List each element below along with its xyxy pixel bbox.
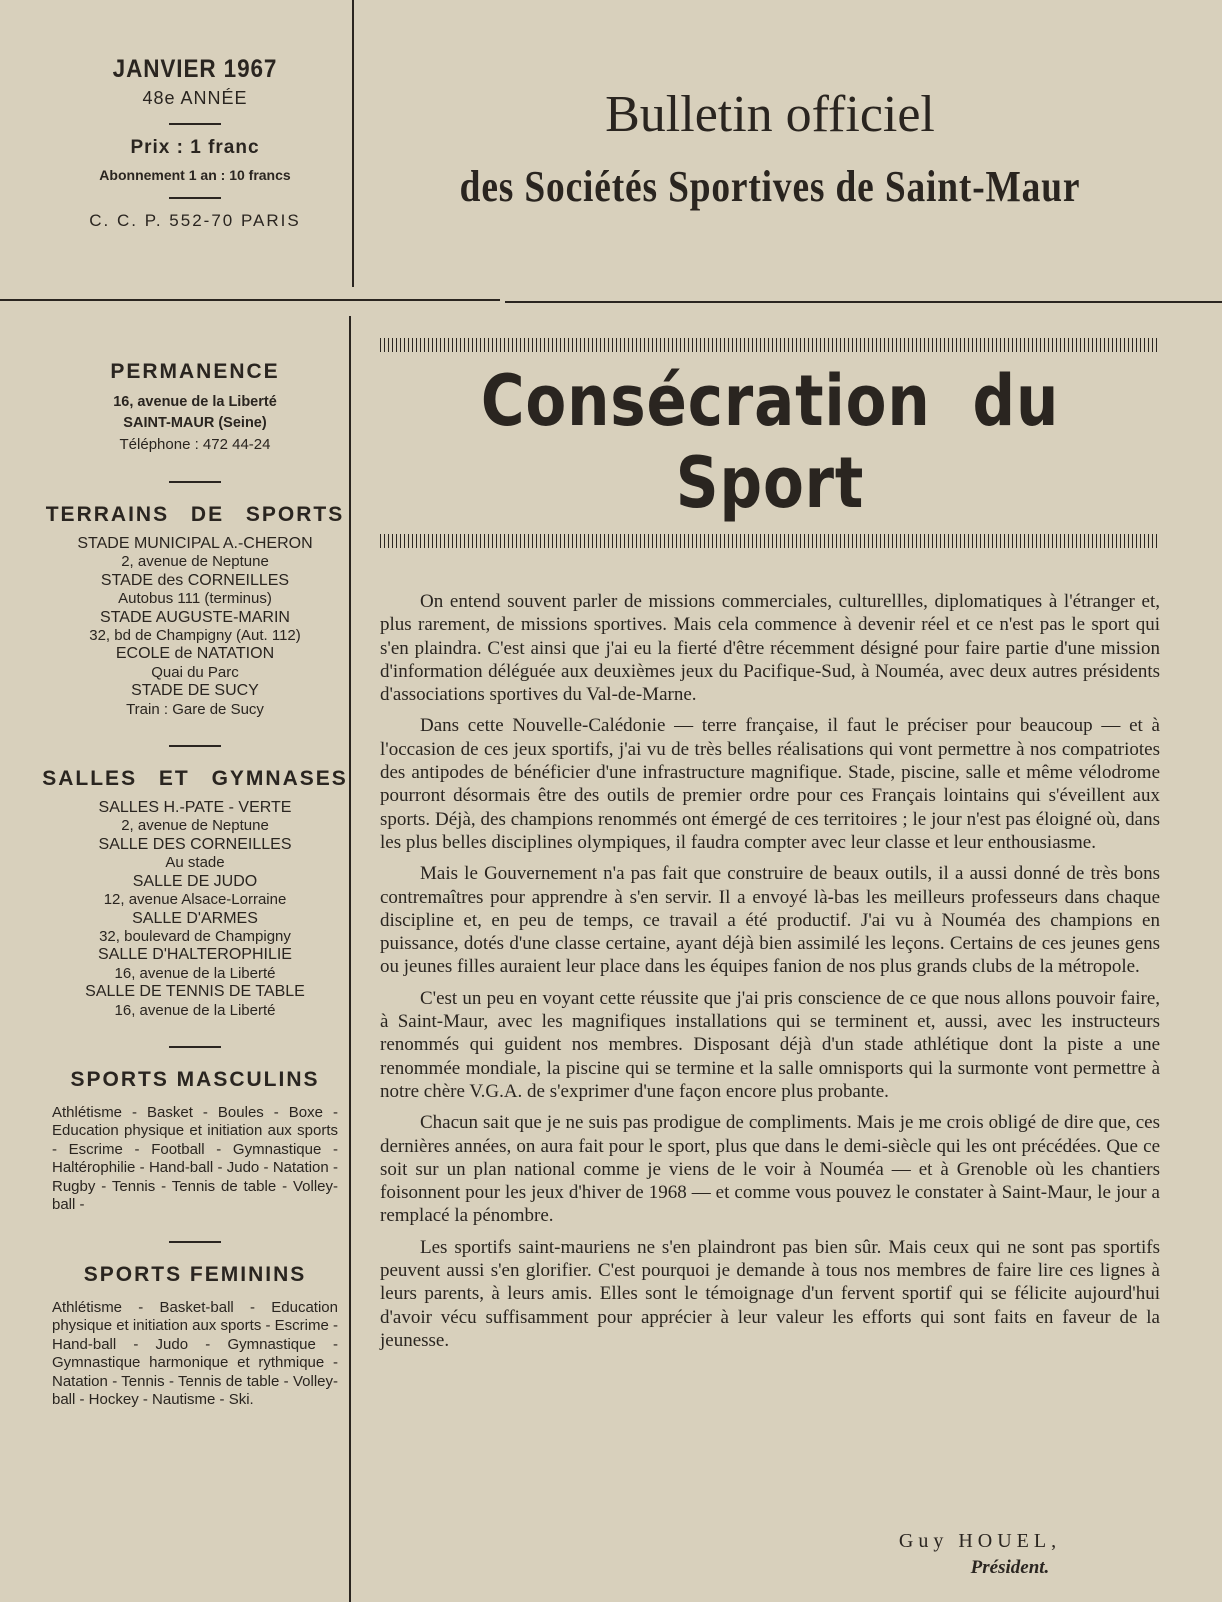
title-line-1: Bulletin officiel — [605, 86, 935, 143]
list-item: STADE des CORNEILLES — [100, 571, 290, 589]
price: Prix : 1 franc — [130, 137, 260, 158]
ccp-account: C. C. P. 552-70 PARIS — [89, 211, 301, 230]
divider — [169, 123, 221, 125]
list-item: 32, boulevard de Champigny — [99, 927, 291, 945]
feminins-list: Athlétisme - Basket-ball - Education physique et initiation aux sports - Escrime - Hand-ball - Judo - Gymnastique - Gymnastique harmonique et rythmique - Natation - Tennis - Tennis de table - Volley-ball - Hockey - Nautisme - Ski. — [52, 1298, 338, 1409]
divider — [169, 197, 221, 199]
ornament-rule — [380, 338, 1160, 352]
subscription: Abonnement 1 an : 10 francs — [99, 167, 291, 183]
list-item: STADE DE SUCY — [131, 682, 259, 700]
signature-role: Président. — [970, 1557, 1050, 1578]
horizontal-rule — [505, 301, 1222, 303]
permanence-info — [40, 392, 350, 455]
issue-date: JANVIER 1967 — [112, 55, 278, 83]
horizontal-rule — [0, 299, 500, 301]
terrains-list — [40, 535, 350, 719]
salles-heading: SALLES ET GYMNASES — [42, 767, 348, 791]
article-paragraph: On entend souvent parler de missions commerciales, culturellles, diplomatiques à l'étranger et, plus rarement, de missions sportives. Mais cela commence à devenir réel et ce n'est pas le sport qui s'en plaindra. C'est ainsi que j'ai eu la fierté d'être récemment désigné pour faire partie d'une mission d'information déléguée aux deuxièmes jeux du Pacifique-Sud, à Nouméa, avec deux autres présidents d'associations sportives du Val-de-Marne. — [380, 591, 1160, 706]
terrains-heading: TERRAINS DE SPORTS — [45, 503, 345, 526]
permanence-line: 16, avenue de la Liberté — [113, 394, 277, 410]
article-paragraph: Dans cette Nouvelle-Calédonie — terre française, il faut le préciser pour beaucoup — et à l'occasion de ces jeux sportifs, j'ai vu de très belles réalisations qui vont permettre à nos compatriotes des antipodes de bénéficier d'une infrastructure magnifique. Stade, piscine, salle et même vélodrome pourront désormais être des outils de premier ordre pour ces Français lointains qui s'éveillent aux sports. Déjà, des champions renommés ont émergé de ces territoires ; le jour n'est pas éloigné où, dans les plus belles disciplines olympiques, il faudra compter avec leur classe et leur enthousiasme. — [380, 715, 1160, 853]
list-item: ECOLE de NATATION — [115, 645, 275, 663]
ornament-rule — [380, 534, 1160, 548]
article-paragraph: C'est un peu en voyant cette réussite que j'ai pris conscience de ce que nous allons pouvoir faire, à Saint-Maur, avec les magnifiques installations qui se terminent et, aussi, avec les instructeurs renommés qui guident nos membres. Disposant déjà d'un stade athlétique dont la piste a une renommée mondiale, la piscine qui se termine et la salle omnisports qui la surmonte vont permettre à notre chère V.G.A. de s'exprimer d'une façon encore plus probante. — [380, 987, 1160, 1102]
masculins-heading: SPORTS MASCULINS — [70, 1067, 320, 1091]
list-item: 16, avenue de la Liberté — [114, 964, 276, 982]
list-item: SALLE D'ARMES — [132, 909, 258, 927]
article-paragraph: Mais le Gouvernement n'a pas fait que construire de beaux outils, il a aussi donné de très bons contremaîtres pour apprendre à s'en servir. Il a envoyé là-bas les meilleurs professeurs dans chaque discipline et, en peu de temps, ce travail a été productif. J'ai vu à Nouméa des champions en puissance, dotés d'une classe certaine, ayant déjà bien assimilé les leçons. Certains de ces jeunes gens ou jeunes filles auraient leur place dans les équipes fanion de nos plus grands clubs de la métropole. — [380, 863, 1160, 978]
list-item: SALLES H.-PATE - VERTE — [98, 799, 292, 817]
list-item: SALLE DES CORNEILLES — [98, 835, 292, 853]
list-item: SALLE DE TENNIS DE TABLE — [85, 983, 305, 1001]
list-item: 32, bd de Champigny (Aut. 112) — [89, 627, 301, 645]
list-item: Train : Gare de Sucy — [126, 700, 264, 718]
article-headline: Consécration du Sport — [480, 360, 1060, 524]
article — [380, 338, 1160, 1360]
list-item: SALLE D'HALTEROPHILIE — [98, 946, 292, 964]
list-item: STADE AUGUSTE-MARIN — [100, 608, 290, 626]
divider — [169, 481, 221, 483]
masculins-list: Athlétisme - Basket - Boules - Boxe - Education physique et initiation aux sports - Escrime - Football - Gymnastique - Haltérophilie - Hand-ball - Judo - Natation - Rugby - Tennis - Tennis de table - Volley-ball - — [52, 1103, 338, 1214]
list-item: 2, avenue de Neptune — [121, 817, 269, 835]
bulletin-title — [380, 85, 1160, 217]
divider — [169, 1046, 221, 1048]
permanence-line: SAINT-MAUR (Seine) — [123, 415, 267, 431]
signature — [860, 1530, 1100, 1579]
article-body — [380, 590, 1160, 1352]
list-item: 12, avenue Alsace-Lorraine — [103, 891, 287, 909]
title-line-2: des Sociétés Sportives de Saint-Maur — [459, 162, 1081, 211]
masthead-info — [40, 55, 350, 231]
article-paragraph: Chacun sait que je ne suis pas prodigue de compliments. Mais je me crois obligé de dire que, ces dernières années, on aura fait pour le sport, plus que dans le demi-siècle qui les ont précédées. Que ce soit sur un plan national comme je viens de le voir à Nouméa — et à Grenoble où les chantiers foisonnent pour les jeux d'hiver de 1968 — et comme vous pouvez le constater à Saint-Maur, le jour a remplacé la pénombre. — [380, 1112, 1160, 1227]
issue-year: 48e ANNÉE — [142, 88, 248, 108]
article-paragraph: Les sportifs saint-mauriens ne s'en plaindront pas bien sûr. Mais ceux qui ne sont pas sportifs peuvent aussi s'en glorifier. C'est pourquoi je demande à tous nos membres de faire lire ces lignes à leurs parents, à leurs amis. Elles sont le témoignage d'un fervent sportif qui se félicite aujourd'hui d'avoir vécu suffisamment pour apprécier à leur valeur les efforts qui sont faits en faveur de la jeunesse. — [380, 1236, 1160, 1351]
sidebar — [40, 360, 350, 1410]
vertical-rule — [352, 0, 354, 287]
list-item: SALLE DE JUDO — [132, 872, 258, 890]
feminins-heading: SPORTS FEMININS — [83, 1262, 307, 1286]
divider — [169, 745, 221, 747]
list-item: Quai du Parc — [151, 663, 239, 681]
permanence-heading: PERMANENCE — [110, 360, 280, 383]
list-item: Au stade — [165, 854, 225, 872]
list-item: 16, avenue de la Liberté — [114, 1001, 276, 1019]
list-item: STADE MUNICIPAL A.-CHERON — [77, 535, 313, 552]
list-item: 2, avenue de Neptune — [121, 553, 269, 571]
permanence-line: Téléphone : 472 44-24 — [119, 436, 271, 453]
signature-name: Guy HOUEL, — [898, 1530, 1062, 1552]
list-item: Autobus 111 (terminus) — [118, 590, 272, 608]
divider — [169, 1241, 221, 1243]
salles-list — [40, 799, 350, 1020]
